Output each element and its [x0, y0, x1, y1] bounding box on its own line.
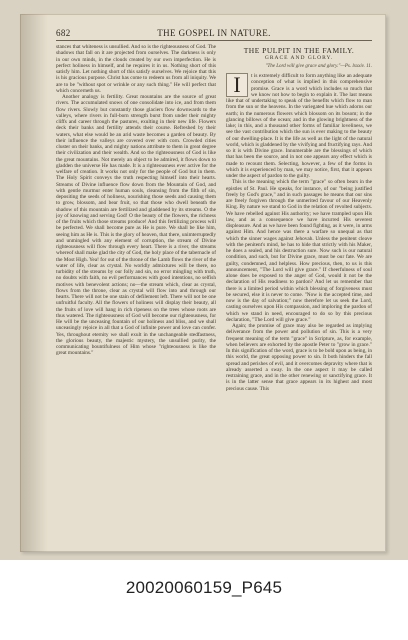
section-title: THE PULPIT IN THE FAMILY.: [243, 46, 355, 55]
running-head: [56, 28, 372, 40]
left-paragraph: Another analogy is fertility. Great mountains are the source of great rivers. The accumulated snows of one consolidate into ice, and from them flow rivers. Slowly but constantly those glaciers flow downwards to the valleys, where rivers in full-born strength burst from under their mighty cliffs and career through the pastures, exulting in their new life. Flowers deck their banks and fertility attends their course. Refreshed by their waters, what else would be an arid waste becomes a garden of beauty. By their influence the valleys are covered over with corn. Crowded cities cluster on their banks, and mighty nations attribute to them in great degree their civilization and their wealth. And so the righteousness of God is like the great mountains. Not merely an object to be admired, it flows down to gladden the universe He has made. It is a righteousness ever active for the welfare of creation. It works not only for the people of God but in them. The Holy Spirit conveys the truth respecting himself into their hearts. Streams of Divine influence flow down from the Mountain of God, and with gentle murmur enter human souls, cleansing from the filth of sin, depositing the seeds of holiness, nourishing those seeds and causing them to grow, blossom, and bear fruit, so that those who dwell beneath the shadow of this mountain are fertilized and gladdened by its streams. O the joy of knowing and serving God! O the beauty of the flowers, the richness of the fruits which those streams produce! And this fertilizing process will be perfected. We shall become pure as He is pure. We shall be like him, seeing him as He is. This is the glory of heaven, that there, unimterruptedly and unmingled with any element of corruption, the stream of Divine righteousness will flow through every heart. There is a river, the streams whereof shall make glad the city of God, the holy place of the tabernacle of the Most High. Yea! for out of the throne of the Lamb flows the river of the water of life, clear as crystal. No worldly admixtures will be there, no turbidity of the streams by our folly and sin, no error mingling with truth, no doubts with faith, no evil performances with good intentions, no selfish motives with benevolent actions; no—the stream which, clear as crystal, flows from the throne, clear as crystal will flow into and through our hearts. There will not be one stain of defilement left. There will not be one unfruitful faculty. All the flowers of holiness will display their beauty, all the fruits of love will hang in rich ripeness on the trees whose roots are thus watered. The righteousness of God will become our righteousness, for He will be the unceasing fountain of our holiness and bliss, and we shall unceasingly rejoice in all that a God of infinite power and love can confer. Yes, throughout eternity we shall exult in the unchangeable stedfastness, the glorious beauty, the majestic mystery, the unsullied purity, the communicating bountifulness of Him whose "righteousness is like the great mountains.": [56, 94, 216, 357]
binding-shadow: [20, 14, 48, 552]
right-column: [226, 44, 372, 538]
drop-cap: I: [226, 73, 248, 97]
book-page: [20, 14, 386, 552]
right-paragraph: Again; the promise of grace may also be regarded as implying deliverance from the power and pollution of sin. This is a very frequent meaning of the term "grace" in Scripture, as, for example, when believers are exhorted by the apostle Peter to "grow in grace." In this signification of the word, grace is to be bold upon as being, in this world, the great opposing power to sin. It both hinders the fall spread and perishes of evil, and it overcomes depravity where that is already asserted a sway. In the one aspect it may be called restraining grace, and in the other renewing or sanctifying grace. It is in the latter sense that grace appears in its highest and most precious cause. This: [226, 323, 372, 392]
header-rule: [56, 40, 372, 41]
left-column: [56, 44, 216, 538]
right-paragraph-first: [226, 73, 372, 179]
epigraph: "The Lord will give grace and glory."—Ps. lxxxiv. 11.: [265, 64, 372, 69]
image-caption: 20020060159_P645: [125, 578, 283, 597]
left-paragraph: stances that whiteness is unsullied. And so is the righteousness of God. The shadows that fall on it are projected from ourselves. The darkness is only in our own minds, in the clouds created by our own imperfection. He is perfect holiness in himself, and he requires it in us. Nothing short of this satisfy him. Let nothing short of this satisfy ourselves. We rejoice that this is his gracious purpose. Christ has come to redeem us from all iniquity. We are to be "without spot or wrinkle or any such thing." He will perfect that which concerneth us.: [56, 44, 216, 94]
right-paragraph: This is the meaning which the term "grace" so often bears in the epistles of St. Paul. He speaks, for instance, of our "being justified freely by God's grace," and in such passages he means that our sins are freely forgiven through the unmerited favour of our Heavenly King. By nature we stand to God in the relation of revolted subjects. We have rebelled against His authority; we have trampled upon His law, and as a consequence we have incurred His severest displeasure. And as we have been found fighting, as it were, in arms against Him. And hence was there a warfare so unequal as that which the sinner wages against Jehovah. Unless the penitent cleave with the penitent's mind, he has to hide that strictly with his Maker, he does a sealed, and his destruction sure. Now such is our natural condition, and such, but for Divine grace, must be our fate. We are guilty, condemned, and helpless. How precious, then, to us is this announcement, "The Lord will give grace." If cheerfulness of soul alone does be exposed to the anger of God, would it not be the declaration of His readiness to pardon? And let us remember that there is a limited period within which blessing of forgiveness must be secured, else it is never to come. "Now is the accepted time, and now is the day of salvation;" now therefore let us seek the Lord, casting ourselves upon His compassion, and imploring the pardon of which we stand in need, encouraged to do so by this precious declaration, "The Lord will give grace.": [226, 179, 372, 323]
page-number: 682: [56, 28, 71, 38]
right-paragraph-text: t is extremely difficult to form anything like an adequate conception of what is implied in this comprehensive promise. Grace is a word which includes so much that we know not how to begin to explain it. The last means like that of undertaking to speak of the benefits which flow to man from the sun or the heavens. In the variegated hue which adorns our earth; in the numerous flowers which blossom on its bosom; in the glancing billows of the ocean; and in the glowing brightness of the lake; in this, and a thousand other forms of familiar loveliness, we see the vast contribution which the sun is ever making to the beauty of our dwelling-place. It is the life as well as the light of the natural world, which is gladdened by the vivifying and fructifying rays. And so it is with Divine grace. Innumerable are the blessings of which that has been the source, and in not one appears any effect which is made to recount them. Selecting, however, a few of the forms in which it is experienced by man, we may notice, first, that it appears under the aspect of pardon to the guilty.: [226, 73, 372, 179]
section-subtitle: GRACE AND GLORY.: [264, 55, 334, 61]
running-title: THE GOSPEL IN NATURE.: [157, 28, 271, 38]
